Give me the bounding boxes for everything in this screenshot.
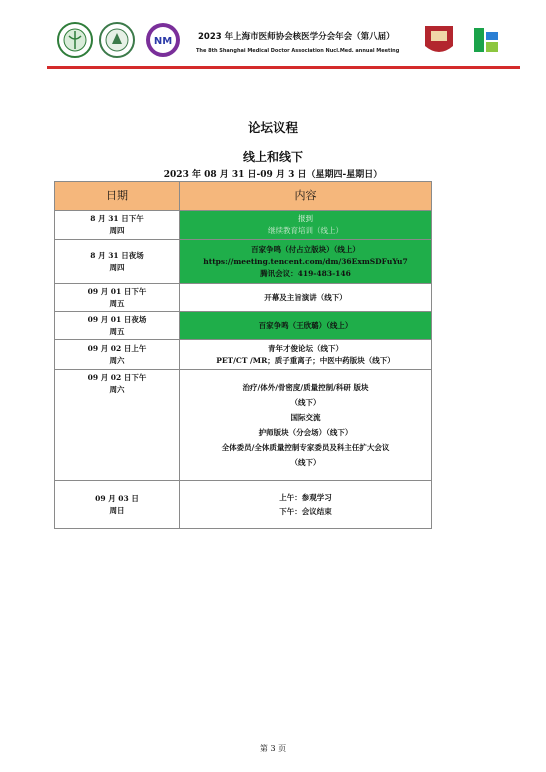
table-row — [55, 481, 432, 529]
header-rule — [47, 66, 520, 69]
association-seal-icon — [99, 22, 135, 58]
content-cell: 百家争鸣（付占立版块）（线上） https://meeting.tencent.com/dm/36ExmSDFuYu7 腾讯会议：419-483-146 — [180, 240, 432, 284]
date-cell: 09 月 01 日下午 周五 — [55, 284, 180, 312]
hospital-seal-icon — [421, 22, 457, 58]
table-row — [55, 240, 432, 284]
table-row — [55, 312, 432, 340]
svg-text:NM: NM — [153, 36, 173, 47]
table-row — [55, 340, 432, 370]
date-column-header: 日期 — [55, 182, 180, 211]
page-header — [0, 0, 546, 70]
meeting-link[interactable]: https://meeting.tencent.com/dm/36ExmSDFuYu7 — [203, 256, 408, 266]
agenda-table — [54, 181, 432, 529]
date-cell: 09 月 03 日 周日 — [55, 481, 180, 529]
content-column-header: 内容 — [180, 182, 432, 211]
date-cell: 09 月 01 日夜场 周五 — [55, 312, 180, 340]
header-title: 2023 年上海市医师协会核医学分会年会（第八届） — [198, 32, 395, 42]
page-subtitle: 线上和线下 — [242, 150, 303, 164]
nm-logo-icon — [145, 22, 181, 58]
content-cell: 青年才俊论坛（线下） PET/CT /MR；质子重离子；中医中药版块（线下） — [180, 340, 432, 370]
content-cell: 治疗/体外/骨密度/质量控制/科研 版块 （线下） 国际交流 护师版块（分会场）（线下） 全体委员/全体质量控制专家委员及科主任扩大会议 （线下） — [180, 370, 432, 481]
page-title: 论坛议程 — [247, 120, 298, 135]
date-cell: 8 月 31 日下午 周四 — [55, 211, 180, 240]
content-cell: 百家争鸣（王欣璐）（线上） — [180, 312, 432, 340]
date-cell: 09 月 02 日下午 周六 — [55, 370, 180, 481]
content-cell: 报到 继续教育培训（线上） — [180, 211, 432, 240]
content-cell: 开幕及主旨演讲（线下） — [180, 284, 432, 312]
page-number: 第 3 页 — [259, 744, 287, 753]
table-row — [55, 284, 432, 312]
content-cell: 上午：参观学习 下午：会议结束 — [180, 481, 432, 529]
hospital-logo-icon — [468, 22, 504, 58]
table-row — [55, 211, 432, 240]
date-cell: 09 月 02 日上午 周六 — [55, 340, 180, 370]
header-subtitle: The 8th Shanghai Medical Doctor Association Nucl.Med. annual Meeting — [196, 48, 400, 54]
table-header-row — [55, 182, 432, 211]
date-range: 2023 年 08 月 31 日-09 月 3 日（星期四-星期日） — [163, 170, 383, 180]
table-row — [55, 370, 432, 481]
society-seal-icon — [57, 22, 93, 58]
date-cell: 8 月 31 日夜场 周四 — [55, 240, 180, 284]
